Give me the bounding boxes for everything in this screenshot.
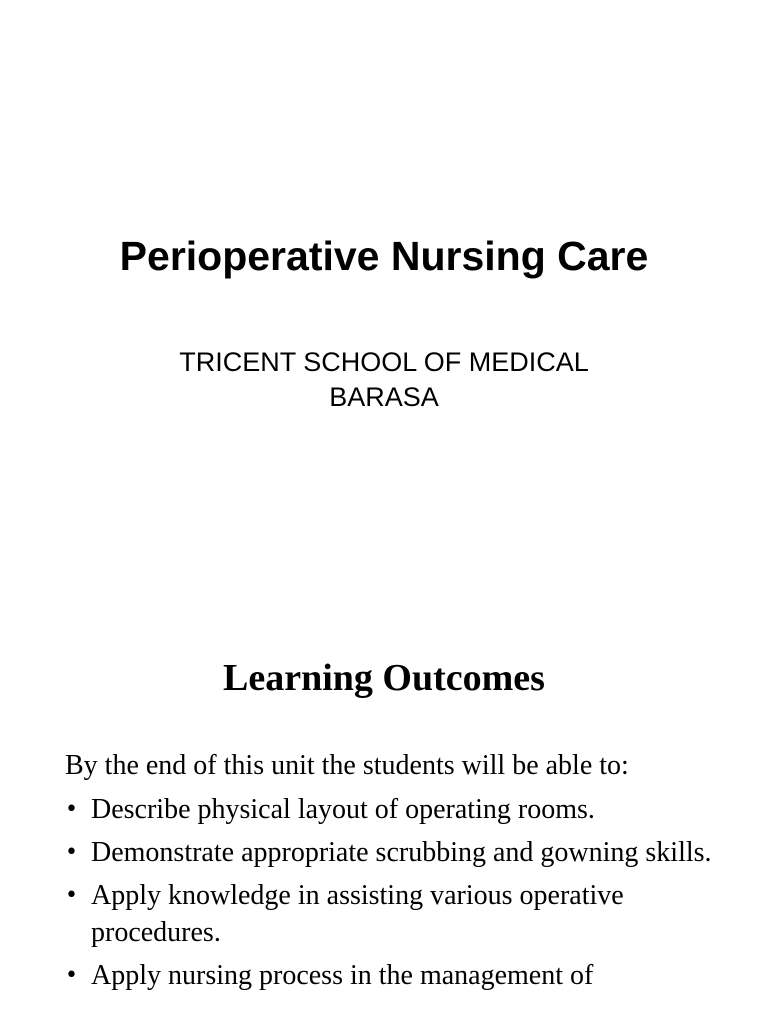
list-item (65, 834, 725, 871)
list-item-text: Apply nursing process in the management of (91, 960, 594, 991)
list-item-text: Apply knowledge in assisting various operative procedures. (91, 880, 624, 948)
list-item (65, 957, 725, 994)
list-item (65, 877, 725, 951)
bullet-icon: • (65, 963, 78, 988)
bullet-icon: • (65, 840, 78, 865)
slide-title: Perioperative Nursing Care (119, 233, 649, 279)
outcomes-list (65, 791, 725, 1000)
outcomes-intro: By the end of this unit the students will be able to: (65, 750, 629, 781)
list-item-text: Demonstrate appropriate scrubbing and gowning skills. (91, 837, 712, 868)
subtitle-line-1: TRICENT SCHOOL OF MEDICAL (179, 347, 589, 377)
slide-subtitle (0, 345, 768, 415)
bullet-icon: • (65, 797, 78, 822)
learning-outcomes-heading: Learning Outcomes (223, 657, 545, 699)
subtitle-line-2: BARASA (329, 382, 439, 412)
list-item-text: Describe physical layout of operating rooms. (91, 794, 595, 825)
list-item (65, 791, 725, 828)
bullet-icon: • (65, 883, 78, 908)
